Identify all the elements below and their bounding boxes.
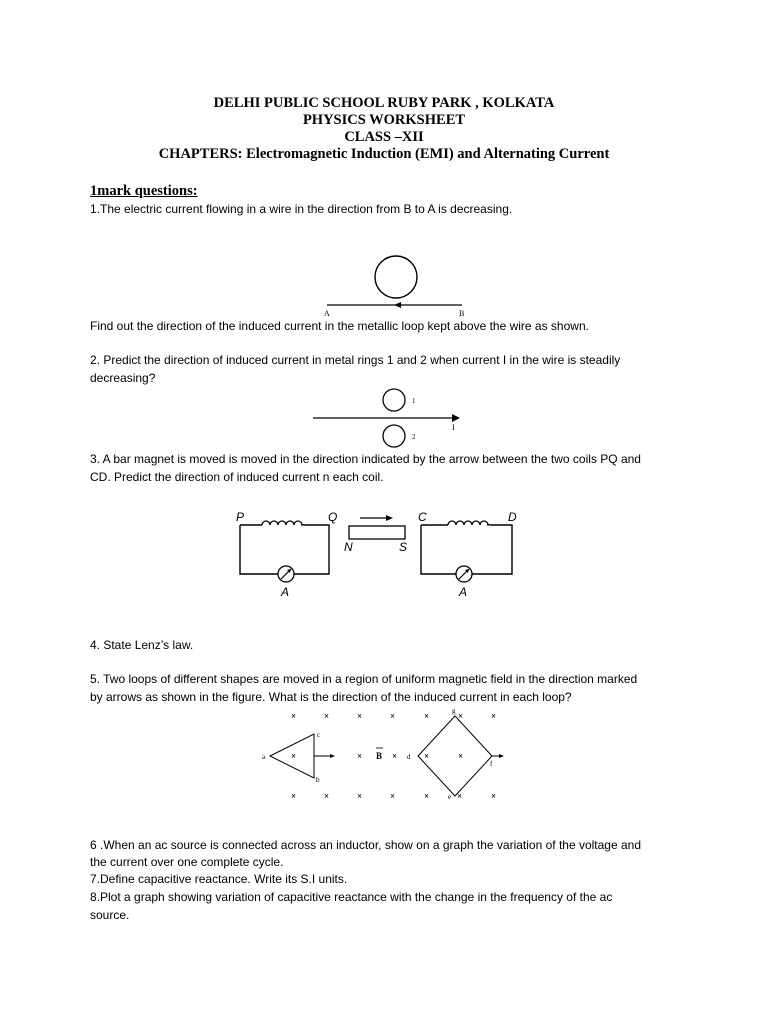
question-1: 1.The electric current flowing in a wire in the direction from B to A is decreasing. — [90, 202, 513, 216]
svg-text:×: × — [324, 791, 330, 801]
svg-text:×: × — [324, 711, 330, 721]
field-crosses-top — [291, 711, 496, 721]
label-b: B — [459, 309, 465, 318]
svg-text:×: × — [457, 791, 463, 801]
question-8-line1: 8.Plot a graph showing variation of capacitive reactance with the change in the frequency of the ac — [90, 890, 613, 904]
label-d: D — [508, 510, 517, 524]
question-5-line2: by arrows as shown in the figure. What is the direction of the induced current in each loop? — [90, 690, 572, 704]
question-6-line2: the current over one complete cycle. — [90, 855, 284, 869]
svg-text:×: × — [291, 751, 297, 761]
question-8-line2: source. — [90, 908, 130, 922]
svg-text:×: × — [291, 711, 297, 721]
svg-text:×: × — [491, 791, 497, 801]
question-3-line1: 3. A bar magnet is moved is moved in the direction indicated by the arrow between the two coils PQ and — [90, 452, 641, 466]
svg-text:×: × — [458, 711, 464, 721]
label-a: A — [324, 309, 330, 318]
svg-text:×: × — [357, 751, 363, 761]
question-5-line1: 5. Two loops of different shapes are moved in a region of uniform magnetic field in the direction marked — [90, 672, 638, 686]
svg-text:×: × — [424, 791, 430, 801]
svg-text:×: × — [357, 791, 363, 801]
label-s: S — [399, 540, 408, 554]
field-symbol: B — [376, 751, 383, 761]
svg-text:×: × — [357, 711, 363, 721]
field-crosses-bottom — [291, 791, 496, 801]
label-ammeter-left: A — [281, 585, 290, 599]
svg-text:×: × — [390, 791, 396, 801]
school-name: DELHI PUBLIC SCHOOL RUBY PARK , KOLKATA — [213, 95, 555, 111]
label-n: N — [344, 540, 353, 554]
worksheet-title: PHYSICS WORKSHEET — [302, 112, 466, 128]
label-loop-d: d — [407, 753, 411, 761]
label-loop-g: g — [452, 707, 456, 715]
rhombus-motion-arrowhead — [499, 754, 504, 758]
question-2-line1: 2. Predict the direction of induced current in metal rings 1 and 2 when current I in the wire is steadily — [90, 353, 621, 367]
svg-text:×: × — [424, 711, 430, 721]
question-3-line2: CD. Predict the direction of induced current n each coil. — [90, 470, 384, 484]
question-7: 7.Define capacitive reactance. Write its S.I units. — [90, 872, 348, 886]
question-4: 4. State Lenz’s law. — [90, 638, 194, 652]
label-c: C — [418, 510, 427, 524]
label-p: P — [236, 510, 245, 524]
svg-text:×: × — [390, 711, 396, 721]
svg-text:×: × — [291, 791, 297, 801]
ring-2-label: 2 — [412, 433, 416, 441]
label-loop-b: b — [316, 776, 320, 784]
svg-text:×: × — [458, 751, 464, 761]
section-title: 1mark questions: — [90, 183, 198, 199]
ring-1-label: 1 — [412, 397, 416, 405]
question-2-line2: decreasing? — [90, 371, 156, 385]
svg-text:×: × — [424, 751, 430, 761]
question-1-followup: Find out the direction of the induced current in the metallic loop kept above the wire as shown. — [90, 319, 589, 333]
svg-text:×: × — [392, 751, 398, 761]
svg-text:×: × — [491, 711, 497, 721]
label-loop-f: f — [490, 760, 493, 768]
label-ammeter-right: A — [459, 585, 468, 599]
label-loop-e: e — [448, 793, 452, 801]
question-6-line1: 6 .When an ac source is connected across an inductor, show on a graph the variation of the voltage and — [90, 838, 642, 852]
label-loop-a: a — [262, 753, 266, 761]
label-q: Q — [328, 510, 338, 524]
label-loop-c: c — [317, 731, 321, 739]
class-label: CLASS –XII — [344, 129, 424, 145]
chapters-title: CHAPTERS: Electromagnetic Induction (EMI) and Alternating Current — [158, 146, 610, 162]
current-label: I — [452, 423, 455, 432]
triangle-motion-arrowhead — [330, 754, 335, 758]
